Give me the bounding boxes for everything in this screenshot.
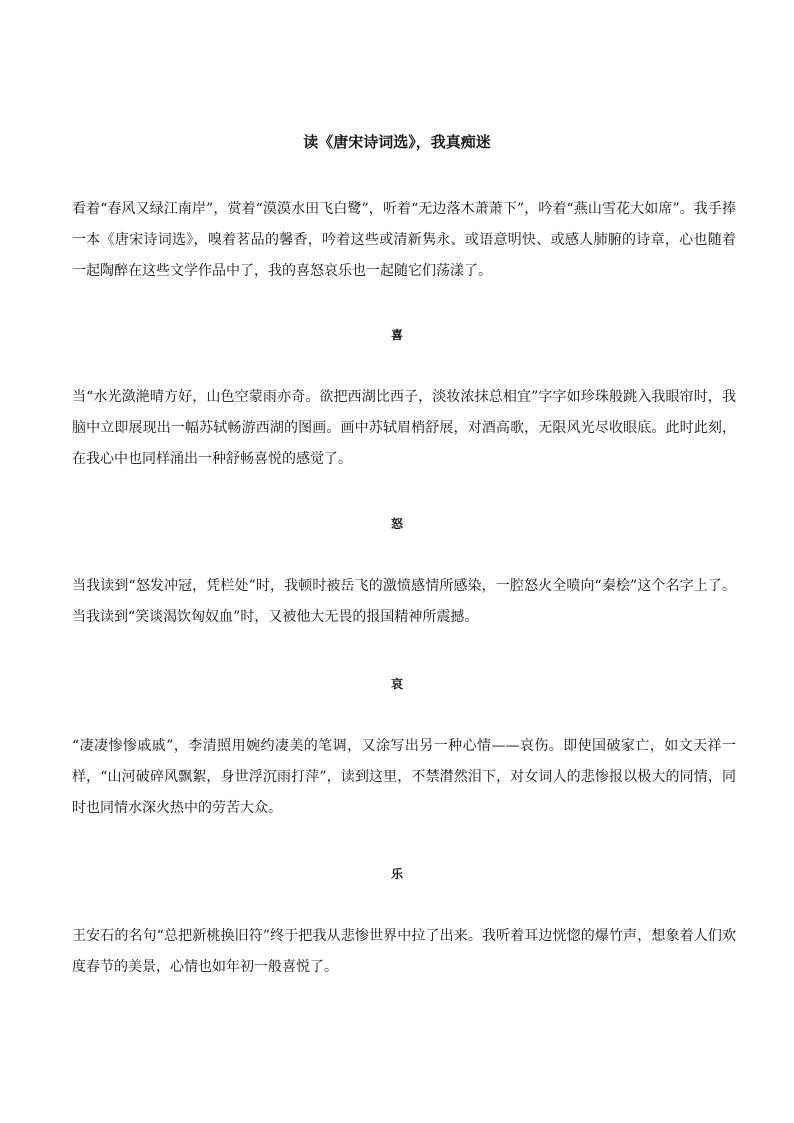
intro-paragraph: 看着“春风又绿江南岸”，赏着“漠漠水田飞白鹭”，听着“无边落木萧萧下”，吟着“燕山雪花大如席”。我手捧一本《唐宋诗词选》，嗅着茗品的馨香，吟着这些或清新隽永、或语意明快、或感人肺腑的诗章，心也随着一起陶醉在这些文学作品中了，我的喜怒哀乐也一起随它们荡漾了。 [72,201,736,279]
section-paragraph-anger: 当我读到“怒发冲冠，凭栏处”时，我顿时被岳飞的激愤感情所感染，一腔怒火全喷向“秦桧”这个名字上了。当我读到“笑谈渴饮匈奴血”时，又被他大无畏的报国精神所震撼。 [72,578,736,625]
section-paragraph-joy: 当“水光潋滟晴方好，山色空蒙雨亦奇。欲把西湖比西子，淡妆浓抹总相宜”字字如珍珠般跳入我眼帘时，我脑中立即展现出一幅苏轼畅游西湖的图画。画中苏轼眉梢舒展，对酒高歌，无限风光尽收眼底。此时此刻，在我心中也同样涌出一种舒畅喜悦的感觉了。 [72,389,736,467]
section-paragraph-sorrow: “凄凄惨惨戚戚”，李清照用婉约凄美的笔调，又涂写出另一种心情——哀伤。即使国破家亡，如文天祥一样，“山河破碎风飘絮，身世浮沉雨打萍”，读到这里，不禁潸然泪下，对女词人的悲惨报以极大的同情，同时也同情水深火热中的劳苦大众。 [72,738,736,816]
section-heading-joy: 喜 [390,328,403,342]
section-paragraph-happiness: 王安石的名句“总把新桃换旧符”终于把我从悲惨世界中拉了出来。我听着耳边恍惚的爆竹声，想象着人们欢度春节的美景，心情也如年初一般喜悦了。 [72,928,736,975]
document-title: 读《唐宋诗词选》，我真痴迷 [303,133,491,151]
section-heading-anger: 怒 [390,517,403,531]
section-heading-sorrow: 哀 [390,677,403,691]
section-heading-happiness: 乐 [390,867,403,881]
